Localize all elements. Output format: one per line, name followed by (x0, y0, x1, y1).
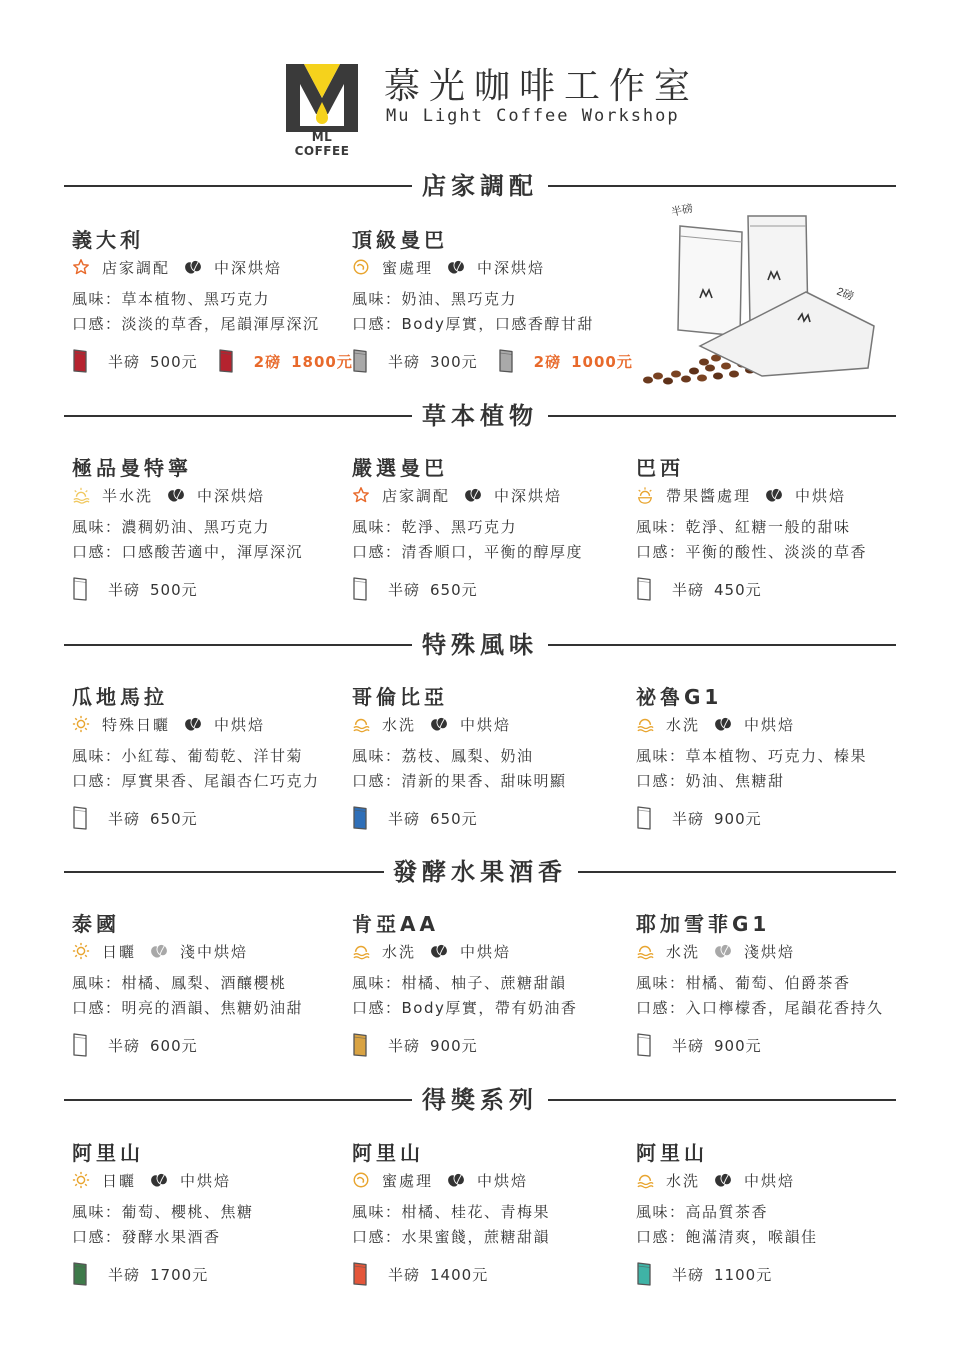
bean-icon (430, 942, 454, 960)
price-value: 1000元 (571, 352, 633, 371)
flavor-text: 風味：荔枝、鳳梨、奶油 (352, 747, 534, 765)
coffee-tag (352, 714, 416, 735)
price-option (352, 349, 478, 373)
taste-text: 口感：發酵水果酒香 (72, 1228, 221, 1246)
coffee-item (352, 452, 632, 632)
coffee-tags (352, 484, 576, 506)
price-value: 900元 (714, 809, 762, 828)
price-option (352, 806, 478, 830)
coffee-tags (352, 940, 525, 962)
price-option (352, 1262, 488, 1286)
coffee-tag (430, 941, 511, 962)
coffee-tag (765, 485, 846, 506)
coffee-bag-icon (352, 577, 378, 601)
price-row (72, 1261, 228, 1287)
price-value: 650元 (150, 809, 198, 828)
tag-label: 中烘焙 (477, 1171, 529, 1190)
price-value: 1100元 (714, 1265, 773, 1284)
tag-label: 日曬 (102, 942, 137, 961)
weight-label: 2磅 (533, 352, 562, 371)
coffee-item (636, 1137, 916, 1317)
flavor-text: 風味：小紅莓、葡萄乾、洋甘菊 (72, 747, 304, 765)
coffee-item (636, 452, 916, 632)
weight-label: 半磅 (672, 1265, 705, 1284)
weight-label: 半磅 (388, 352, 421, 371)
water-wash-icon (352, 715, 376, 733)
coffee-bag-icon (498, 349, 524, 373)
weight-label: 半磅 (108, 580, 141, 599)
price-row (72, 1032, 218, 1058)
price-value: 900元 (714, 1036, 762, 1055)
price-option (72, 1033, 198, 1057)
flavor-text: 風味：葡萄、櫻桃、焦糖 (72, 1203, 254, 1221)
coffee-name: 肯亞AA (352, 912, 439, 936)
price-row (72, 805, 218, 831)
coffee-name: 義大利 (72, 228, 144, 252)
price-row (352, 805, 498, 831)
coffee-name: 泰國 (72, 912, 120, 936)
coffee-tag (184, 714, 265, 735)
half-wash-icon (72, 486, 96, 504)
coffee-bag-icon (352, 806, 378, 830)
taste-text: 口感：清香順口，平衡的醇厚度 (352, 543, 584, 561)
flavor-text: 風味：高品質茶香 (636, 1203, 769, 1221)
price-value: 900元 (430, 1036, 478, 1055)
section-title: 發酵水果酒香 (393, 858, 567, 886)
weight-label: 半磅 (108, 1036, 141, 1055)
coffee-tag (352, 1170, 433, 1191)
coffee-tag (447, 1170, 528, 1191)
sun-icon (72, 942, 96, 960)
coffee-tag (636, 485, 751, 506)
taste-text: 口感：淡淡的草香，尾韻渾厚深沉 (72, 315, 320, 333)
weight-label: 半磅 (672, 1036, 705, 1055)
bag-half-lb-front (678, 226, 742, 336)
price-row (352, 1032, 498, 1058)
tag-label: 蜜處理 (382, 258, 434, 277)
price-value: 1400元 (430, 1265, 489, 1284)
price-row (636, 1032, 782, 1058)
flavor-text: 風味：柑橘、鳳梨、酒釀櫻桃 (72, 974, 287, 992)
coffee-tag (430, 714, 511, 735)
water-wash-icon (636, 1171, 660, 1189)
coffee-tag (72, 941, 136, 962)
weight-label: 半磅 (388, 1036, 421, 1055)
price-value: 450元 (714, 580, 762, 599)
coffee-tag (714, 714, 795, 735)
taste-text: 口感：奶油、焦糖甜 (636, 772, 785, 790)
flavor-text: 風味：柑橘、桂花、青梅果 (352, 1203, 551, 1221)
section-title: 店家調配 (422, 172, 538, 200)
tag-label: 淺烘焙 (744, 942, 796, 961)
bean-icon (184, 258, 208, 276)
price-option (72, 806, 198, 830)
price-option (352, 577, 478, 601)
coffee-bag-icon (636, 1033, 662, 1057)
coffee-bag-icon (218, 349, 244, 373)
weight-label: 半磅 (388, 1265, 421, 1284)
coffee-name: 哥倫比亞 (352, 685, 448, 709)
bean-icon (464, 486, 488, 504)
coffee-bag-icon (72, 806, 98, 830)
taste-text: 口感：明亮的酒韻、焦糖奶油甜 (72, 999, 304, 1017)
bean-icon (167, 486, 191, 504)
tag-label: 中烘焙 (460, 942, 512, 961)
coffee-item (352, 908, 632, 1088)
tag-label: 中烘焙 (214, 715, 266, 734)
taste-text: 口感：Body厚實，帶有奶油香 (352, 999, 578, 1017)
price-option (72, 349, 198, 373)
flavor-text: 風味：奶油、黑巧克力 (352, 290, 518, 308)
taste-text: 口感：入口檸檬香，尾韻花香持久 (636, 999, 884, 1017)
tag-label: 日曬 (102, 1171, 137, 1190)
coffee-item (72, 908, 352, 1088)
tag-label: 中烘焙 (460, 715, 512, 734)
coffee-tag (464, 485, 562, 506)
coffee-name: 阿里山 (72, 1141, 144, 1165)
price-value: 500元 (150, 580, 198, 599)
coffee-tag (150, 1170, 231, 1191)
price-option (636, 806, 762, 830)
flavor-text: 風味：草本植物、巧克力、榛果 (636, 747, 868, 765)
tag-label: 水洗 (382, 942, 417, 961)
coffee-tag (72, 1170, 136, 1191)
taste-text: 口感：口感酸苦適中，渾厚深沉 (72, 543, 304, 561)
coffee-tag (150, 941, 248, 962)
coffee-tags (72, 713, 279, 735)
sun-icon (72, 715, 96, 733)
tag-label: 中烘焙 (795, 486, 847, 505)
coffee-bag-icon (72, 349, 98, 373)
coffee-tag (636, 941, 700, 962)
bean-icon (150, 1171, 174, 1189)
taste-text: 口感：Body厚實，口感香醇甘甜 (352, 315, 594, 333)
coffee-tags (72, 256, 296, 278)
coffee-tags (352, 713, 525, 735)
bean-icon (765, 486, 789, 504)
coffee-item (72, 452, 352, 632)
taste-text: 口感：飽滿清爽，喉韻佳 (636, 1228, 818, 1246)
coffee-tag (167, 485, 265, 506)
coffee-tag (352, 941, 416, 962)
water-wash-icon (636, 715, 660, 733)
coffee-tag (72, 714, 170, 735)
coffee-item (72, 224, 352, 404)
coffee-item (352, 224, 632, 404)
coffee-bag-icon (72, 1033, 98, 1057)
coffee-name: 頂級曼巴 (352, 228, 448, 252)
sun-icon (72, 1171, 96, 1189)
coffee-tags (636, 484, 860, 506)
brand-title-cn: 慕光咖啡工作室 (384, 66, 700, 107)
coffee-tags (72, 940, 262, 962)
coffee-bag-icon (636, 806, 662, 830)
section-header (64, 852, 896, 892)
coffee-tags (636, 1169, 809, 1191)
price-row (352, 1261, 508, 1287)
section-title: 草本植物 (422, 402, 538, 430)
price-option (498, 349, 633, 373)
price-value: 650元 (430, 580, 478, 599)
flavor-text: 風味：柑橘、葡萄、伯爵茶香 (636, 974, 851, 992)
tag-label: 店家調配 (382, 486, 451, 505)
coffee-name: 阿里山 (636, 1141, 708, 1165)
coffee-tag (352, 485, 450, 506)
coffee-tags (352, 1169, 542, 1191)
coffee-bag-icon (636, 577, 662, 601)
coffee-name: 阿里山 (352, 1141, 424, 1165)
weight-label: 半磅 (388, 580, 421, 599)
tag-label: 特殊日曬 (102, 715, 171, 734)
water-wash-icon (636, 942, 660, 960)
tag-label: 中深烘焙 (477, 258, 546, 277)
price-value: 600元 (150, 1036, 198, 1055)
coffee-bag-icon (72, 577, 98, 601)
coffee-tag (714, 1170, 795, 1191)
flavor-text: 風味：柑橘、柚子、蔗糖甜韻 (352, 974, 567, 992)
coffee-tag (352, 257, 433, 278)
illustration-label-2lb: 2磅 (834, 285, 856, 304)
tag-label: 淺中烘焙 (180, 942, 249, 961)
brand-title-en: Mu Light Coffee Workshop (386, 106, 680, 126)
coffee-tags (636, 713, 809, 735)
weight-label: 半磅 (108, 809, 141, 828)
bean-icon (447, 258, 471, 276)
tag-label: 水洗 (382, 715, 417, 734)
light-bean-icon (150, 942, 174, 960)
star-icon (72, 258, 96, 276)
coffee-tags (636, 940, 809, 962)
logo-text: ML COFFEE (294, 130, 350, 158)
coffee-tag (72, 485, 153, 506)
coffee-name: 極品曼特寧 (72, 456, 192, 480)
honey-icon (352, 1171, 376, 1189)
coffee-tag (714, 941, 795, 962)
tag-label: 水洗 (666, 942, 701, 961)
weight-label: 半磅 (672, 580, 705, 599)
honey-icon (352, 258, 376, 276)
coffee-item (352, 1137, 632, 1317)
price-row (636, 576, 782, 602)
tag-label: 中深烘焙 (197, 486, 266, 505)
coffee-name: 祕魯G1 (636, 685, 723, 709)
coffee-bags-illustration (630, 196, 890, 396)
coffee-tags (72, 484, 279, 506)
flavor-text: 風味：乾淨、紅糖一般的甜味 (636, 518, 851, 536)
coffee-tag (184, 257, 282, 278)
tag-label: 中烘焙 (744, 1171, 796, 1190)
price-row (636, 805, 782, 831)
flavor-text: 風味：濃稠奶油、黑巧克力 (72, 518, 271, 536)
weight-label: 半磅 (108, 352, 141, 371)
section-header (64, 625, 896, 665)
coffee-item (352, 681, 632, 861)
weight-label: 半磅 (388, 809, 421, 828)
coffee-item (72, 1137, 352, 1317)
tag-label: 中烘焙 (180, 1171, 232, 1190)
coffee-tag (447, 257, 545, 278)
bean-icon (714, 1171, 738, 1189)
bean-icon (447, 1171, 471, 1189)
weight-label: 半磅 (108, 1265, 141, 1284)
coffee-name: 巴西 (636, 456, 684, 480)
coffee-bag-icon (352, 349, 378, 373)
coffee-tags (352, 256, 559, 278)
weight-label: 半磅 (672, 809, 705, 828)
price-value: 650元 (430, 809, 478, 828)
brand-header (282, 50, 702, 158)
section-title: 得獎系列 (422, 1086, 538, 1114)
price-option (352, 1033, 478, 1057)
price-value: 1800元 (291, 352, 353, 371)
tag-label: 水洗 (666, 715, 701, 734)
coffee-bag-icon (72, 1262, 98, 1286)
bean-icon (714, 715, 738, 733)
coffee-bag-icon (636, 1262, 662, 1286)
tag-label: 店家調配 (102, 258, 171, 277)
coffee-bag-icon (352, 1033, 378, 1057)
section-header (64, 396, 896, 436)
tag-label: 帶果醬處理 (666, 486, 752, 505)
flavor-text: 風味：草本植物、黑巧克力 (72, 290, 271, 308)
coffee-tags (72, 1169, 245, 1191)
price-row (72, 348, 373, 374)
tag-label: 中深烘焙 (494, 486, 563, 505)
price-row (352, 576, 498, 602)
coffee-tag (636, 714, 700, 735)
taste-text: 口感：水果蜜餞，蔗糖甜韻 (352, 1228, 551, 1246)
coffee-tag (636, 1170, 700, 1191)
weight-label: 2磅 (253, 352, 282, 371)
price-row (636, 1261, 792, 1287)
tag-label: 中深烘焙 (214, 258, 283, 277)
tag-label: 蜜處理 (382, 1171, 434, 1190)
taste-text: 口感：清新的果香、甜味明顯 (352, 772, 567, 790)
flavor-text: 風味：乾淨、黑巧克力 (352, 518, 518, 536)
coffee-name: 嚴選曼巴 (352, 456, 448, 480)
light-bean-icon (714, 942, 738, 960)
price-row (352, 348, 653, 374)
illustration-label-half: 半磅 (670, 202, 695, 219)
price-value: 1700元 (150, 1265, 209, 1284)
price-option (636, 577, 762, 601)
coffee-name: 瓜地馬拉 (72, 685, 168, 709)
coffee-bag-icon (352, 1262, 378, 1286)
price-value: 300元 (430, 352, 478, 371)
coffee-tag (72, 257, 170, 278)
coffee-item (72, 681, 352, 861)
price-row (72, 576, 218, 602)
coffee-name: 耶加雪菲G1 (636, 912, 771, 936)
star-icon (352, 486, 376, 504)
price-option (72, 1262, 208, 1286)
price-option (636, 1262, 772, 1286)
price-option (636, 1033, 762, 1057)
coffee-item (636, 681, 916, 861)
tag-label: 半水洗 (102, 486, 154, 505)
taste-text: 口感：厚實果香、尾韻杏仁巧克力 (72, 772, 320, 790)
water-wash-icon (352, 942, 376, 960)
tag-label: 水洗 (666, 1171, 701, 1190)
price-value: 500元 (150, 352, 198, 371)
section-header (64, 1080, 896, 1120)
bean-icon (430, 715, 454, 733)
fruit-process-icon (636, 486, 660, 504)
coffee-item (636, 908, 916, 1088)
section-title: 特殊風味 (422, 631, 538, 659)
price-option (218, 349, 353, 373)
bean-icon (184, 715, 208, 733)
taste-text: 口感：平衡的酸性、淡淡的草香 (636, 543, 868, 561)
price-option (72, 577, 198, 601)
tag-label: 中烘焙 (744, 715, 796, 734)
